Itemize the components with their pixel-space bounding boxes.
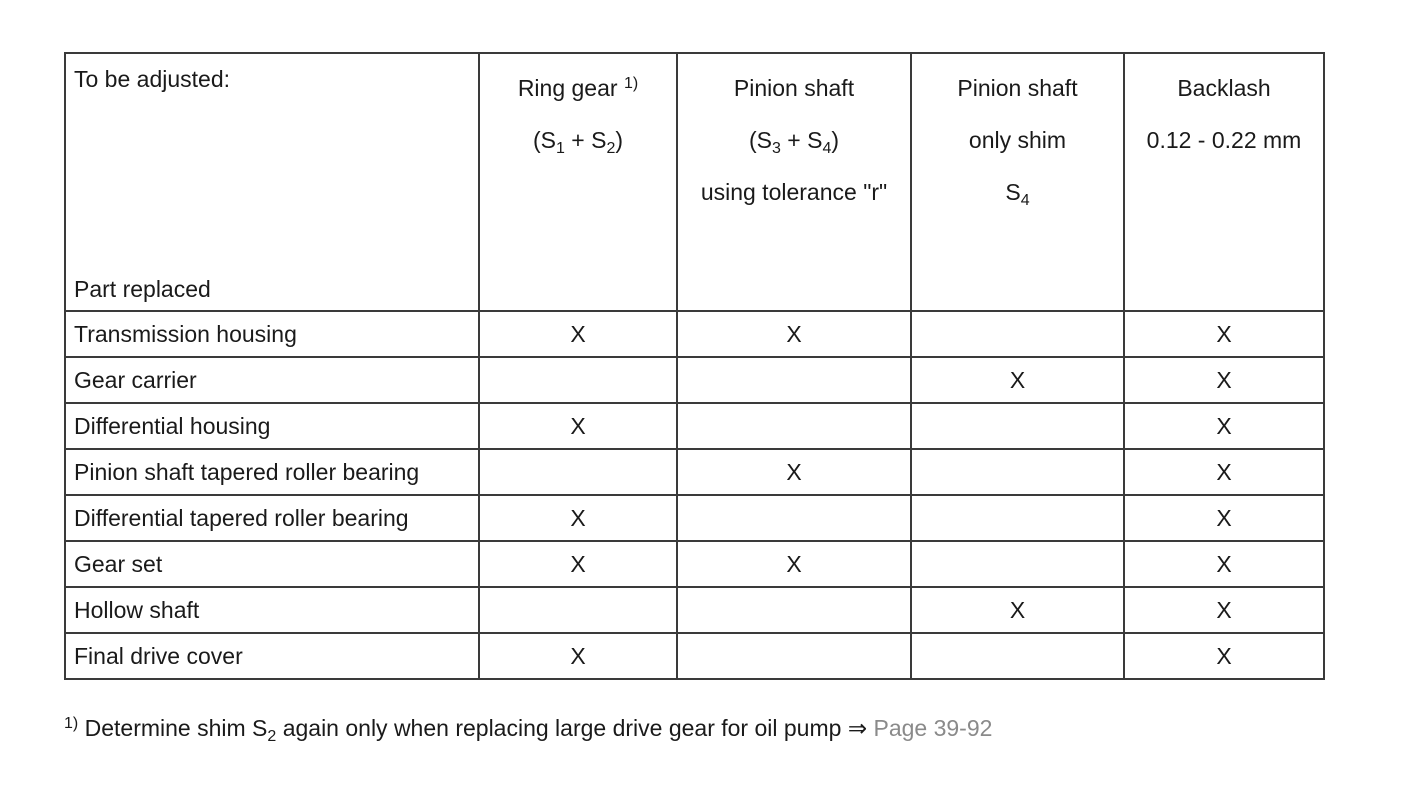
table-row — [65, 587, 1324, 633]
pinion-shim-line2: only shim — [968, 127, 1067, 153]
footnote-text-before: Determine shim S — [78, 715, 268, 741]
backlash-range: 0.12 - 0.22 mm — [1146, 127, 1302, 153]
pinion-shaft-cell: X — [677, 311, 911, 357]
pinion-shaft-cell — [677, 403, 911, 449]
page-link[interactable]: Page 39-92 — [873, 715, 993, 741]
backlash-label: Backlash — [1177, 75, 1271, 101]
adjustment-table — [64, 52, 1325, 680]
backlash-cell: X — [1124, 357, 1324, 403]
footnote — [64, 706, 992, 750]
pinion-shaft-cell: X — [677, 449, 911, 495]
backlash-header — [1124, 53, 1324, 311]
part-cell: Differential housing — [65, 403, 479, 449]
footnote-text-after: again only when replacing large drive gear for oil pump — [276, 715, 848, 741]
pinion-shaft-label: Pinion shaft — [733, 75, 855, 101]
header-row — [65, 53, 1324, 311]
ring-gear-cell — [479, 357, 677, 403]
backlash-cell: X — [1124, 587, 1324, 633]
ring-gear-cell: X — [479, 633, 677, 679]
ring-gear-cell: X — [479, 403, 677, 449]
pinion-shaft-cell — [677, 633, 911, 679]
pinion-shaft-cell — [677, 495, 911, 541]
pinion-shaft-cell — [677, 357, 911, 403]
pinion-shim-cell — [911, 449, 1124, 495]
table-row — [65, 633, 1324, 679]
pinion-shaft-cell — [677, 587, 911, 633]
table-row — [65, 311, 1324, 357]
pinion-shim-cell — [911, 495, 1124, 541]
pinion-shim-cell — [911, 403, 1124, 449]
pinion-shim-cell — [911, 311, 1124, 357]
pinion-shim-cell — [911, 541, 1124, 587]
part-cell: Differential tapered roller bearing — [65, 495, 479, 541]
pinion-shaft-cell: X — [677, 541, 911, 587]
pinion-shaft-header — [677, 53, 911, 311]
part-cell: Pinion shaft tapered roller bearing — [65, 449, 479, 495]
pinion-shim-label: Pinion shaft — [957, 75, 1078, 101]
table-row — [65, 449, 1324, 495]
part-replaced-label: Part replaced — [74, 276, 211, 302]
part-cell: Gear set — [65, 541, 479, 587]
ring-gear-note: 1) — [623, 75, 639, 92]
part-cell: Transmission housing — [65, 311, 479, 357]
backlash-cell: X — [1124, 403, 1324, 449]
table-row — [65, 495, 1324, 541]
part-cell: Final drive cover — [65, 633, 479, 679]
backlash-cell: X — [1124, 633, 1324, 679]
corner-cell — [65, 53, 479, 311]
ring-gear-cell — [479, 449, 677, 495]
footnote-sub: 2 — [267, 728, 277, 745]
pinion-shim-header — [911, 53, 1124, 311]
ring-gear-cell: X — [479, 495, 677, 541]
ring-gear-formula: $(S_1 + S_2)$ — [532, 127, 624, 157]
pinion-shim-symbol: $S_4$ — [1005, 179, 1030, 209]
ring-gear-header — [479, 53, 677, 311]
footnote-marker: 1) — [64, 715, 79, 732]
ring-gear-cell: X — [479, 541, 677, 587]
table-row — [65, 357, 1324, 403]
part-cell: Hollow shaft — [65, 587, 479, 633]
backlash-cell: X — [1124, 449, 1324, 495]
backlash-cell: X — [1124, 541, 1324, 587]
table-row — [65, 541, 1324, 587]
backlash-cell: X — [1124, 495, 1324, 541]
pinion-shim-cell: X — [911, 587, 1124, 633]
table-row — [65, 403, 1324, 449]
ring-gear-label: Ring gear — [517, 75, 618, 101]
part-cell: Gear carrier — [65, 357, 479, 403]
ring-gear-cell — [479, 587, 677, 633]
pinion-shim-cell — [911, 633, 1124, 679]
ring-gear-cell: X — [479, 311, 677, 357]
pinion-shim-cell: X — [911, 357, 1124, 403]
table-body — [65, 311, 1324, 679]
pinion-shaft-tolerance: using tolerance "r" — [700, 179, 888, 205]
arrow-icon: ⇒ — [847, 715, 868, 741]
backlash-cell: X — [1124, 311, 1324, 357]
pinion-shaft-formula: $(S_3 + S_4)$ — [748, 127, 840, 157]
to-be-adjusted-label: To be adjusted: — [74, 66, 231, 92]
